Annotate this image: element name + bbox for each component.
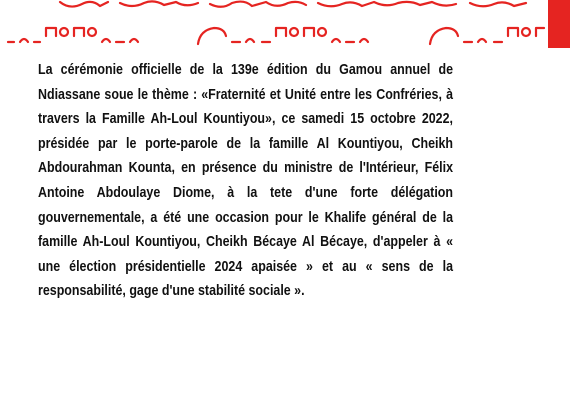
decorative-header-banner (0, 0, 570, 48)
article-paragraph: La cérémonie officielle de la 139e édition du Gamou annuel de Ndiassane soue le thème : «Fraternité et Unité entre les Confréries, à travers la Famille Ah-Loul Kountiyou», ce samedi 15 octobre 2022, présidée par le porte-parole de la famille Al Kountiyou, Cheikh Abdourahman Kounta, en présence du ministre de l'Intérieur, Félix Antoine Abdoulaye Diome, à la tete d'une forte délégation gouvernementale, a été une occasion pour le Khalife général de la famille Ah-Loul Kountiyou, Cheikh Bécaye Al Bécaye, d'appeler à « une élection présidentielle 2024 apaisée » et au « sens de la responsabilité, gage d'une stabilité sociale ». (38, 61, 453, 300)
red-edge-bar (548, 0, 570, 48)
cropped-red-heading-fragments (0, 0, 570, 48)
